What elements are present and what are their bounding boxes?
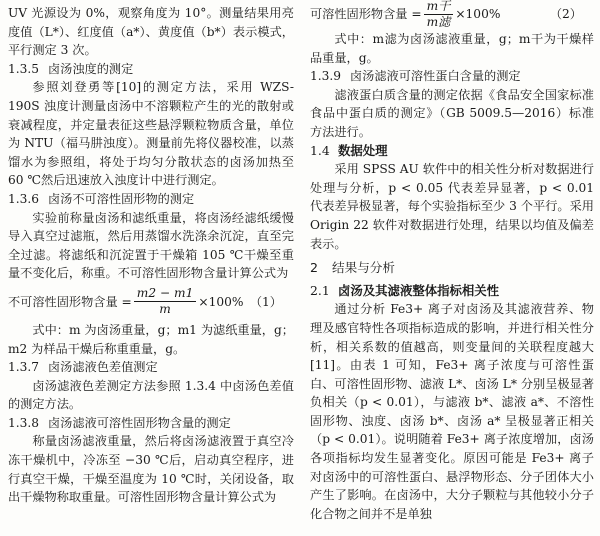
paragraph-filtrate-color: 卤汤滤液色差测定方法参照 1.3.4 中卤汤色差值的测定方法。: [8, 378, 294, 412]
paragraph-color-setup: UV 光源设为 0%，观察角度为 10°。测量结果用亮度值（L*）、红度值（a*）、黄度值（b*）表示模式，平行测定 3 次。: [8, 6, 294, 58]
equation-fraction: [134, 286, 197, 317]
equation-lhs: 不可溶性固形物含量 =: [8, 294, 132, 309]
equation-lhs: 可溶性固形物含量 =: [310, 7, 422, 21]
equation-tail: ×100%: [455, 7, 501, 21]
paragraph-protein: 滤液蛋白质含量的测定依据《食品安全国家标准 食品中蛋白质的测定》（GB 5009.5—2016）标准方法进行。: [310, 87, 594, 139]
paragraph-soluble-solids: 称量卤汤滤液重量，然后将卤汤滤液置于真空冷冻干燥机中，冷冻至 −30 ℃后，启动真空程序，进行真空干燥，干燥至温度为 10 ℃时，关闭设备，取出干燥物称取重量。可溶性固形物含量计算公式为: [8, 434, 294, 505]
section-number: 2: [310, 260, 319, 276]
fraction-denominator: m滤: [426, 14, 451, 29]
equation-number: （1）: [249, 294, 282, 309]
section-2-1-heading: [310, 282, 594, 301]
section-number: 1.4: [310, 142, 330, 158]
section-1-3-7-heading: [8, 358, 294, 377]
section-title: 卤汤滤液色差值测定: [48, 360, 158, 375]
section-1-3-5-heading: [8, 60, 294, 79]
section-number: 1.3.7: [8, 360, 40, 375]
equation-2: [310, 0, 594, 30]
section-title: 卤汤滤液可溶性蛋白含量的测定: [350, 69, 521, 84]
paragraph-turbidity: 参照刘登勇等[10]的测定方法，采用 WZS-190S 浊度计测量卤汤中不溶颗粒产生的光的散射或衰减程度，并定量表征这些悬浮颗粒物质含量，单位为 NTU（福马肼浊度）。测量前先将仪器校准，以蒸馏水为参照组，将处于均匀分散状态的卤汤加热至 60 ℃然后迅速放入浊度计中进行测定。: [8, 80, 294, 188]
section-title: 卤汤滤液可溶性固形物含量的测定: [48, 415, 231, 430]
section-title: 数据处理: [338, 142, 388, 158]
equation-1: [8, 283, 294, 321]
section-1-3-8-heading: [8, 414, 294, 433]
equation-tail: ×100%: [198, 294, 244, 309]
paragraph-eq2-legend: 式中：m滤为卤汤滤液重量，g；m干为干燥样品重量，g。: [310, 32, 594, 65]
paragraph-insoluble-solids: 实验前称量卤汤和滤纸重量，将卤汤经滤纸缓慢导入真空过滤瓶，然后用蒸馏水洗涤余沉淀，直至完全过滤。将滤纸和沉淀置于干燥箱 105 ℃干燥至重量不变化后，称重。不可溶性固形物含量计算公式为: [8, 210, 294, 281]
equation-number: （2）: [549, 7, 582, 21]
section-1-3-6-heading: [8, 190, 294, 209]
section-number: 1.3.5: [8, 61, 40, 76]
fraction-numerator: m干: [424, 0, 454, 15]
section-title: 卤汤及其滤液整体指标相关性: [338, 282, 500, 298]
section-number: 1.3.8: [8, 415, 40, 430]
fraction-denominator: m: [159, 302, 171, 317]
section-number: 1.3.9: [310, 69, 342, 84]
paragraph-correlation: 通过分析 Fe3+ 离子对卤汤及其滤液营养、物理及感官特性各项指标造成的影响，并进行相关性分析，相关系数的值越高，则变量间的关联程度越大[11]。由表 1 可知，Fe3+ 离子浓度与可溶性蛋白、可溶性固形物、滤液 L*、卤汤 L* 分别呈极显著负相关（p < 0.01），与滤液 b*、滤液 a*、不溶性固形物、浊度、卤汤 b*、卤汤 a* 呈极显著正相关（p < 0.01）。说明随着 Fe3+ 离子浓度增加，卤汤各项指标均发生显著变化。原因可能是 Fe3+ 离子对卤汤中的可溶性蛋白、悬浮物形态、分子团体大小产生了影响。在卤汤中，大分子颗粒与其他较小分子化合物之间并不是单独: [310, 302, 594, 521]
section-title: 卤汤浊度的测定: [48, 61, 134, 76]
section-1-3-9-heading: [310, 67, 594, 86]
section-2-heading: [310, 259, 594, 278]
paragraph-eq1-legend: 式中：m 为卤汤重量，g；m1 为滤纸重量，g；m2 为样品干燥后称重重量，g。: [8, 322, 294, 356]
section-1-4-heading: [310, 142, 594, 161]
section-title: 卤汤不可溶性固形物的测定: [48, 191, 195, 206]
section-title: 结果与分析: [332, 260, 395, 276]
equation-fraction: [424, 0, 454, 30]
section-number: 1.3.6: [8, 191, 40, 206]
left-column: [8, 4, 294, 507]
right-column: [310, 0, 594, 523]
section-number: 2.1: [310, 282, 330, 298]
fraction-numerator: m2 − m1: [134, 286, 197, 302]
paragraph-data-processing: 采用 SPSS AU 软件中的相关性分析对数据进行处理与分析，p < 0.05 代表差异显著，p < 0.01 代表差异极显著，每个实验指标至少 3 个平行。采用 Origin 22 软件对数据进行处理，结果以均值及偏差表示。: [310, 162, 594, 251]
